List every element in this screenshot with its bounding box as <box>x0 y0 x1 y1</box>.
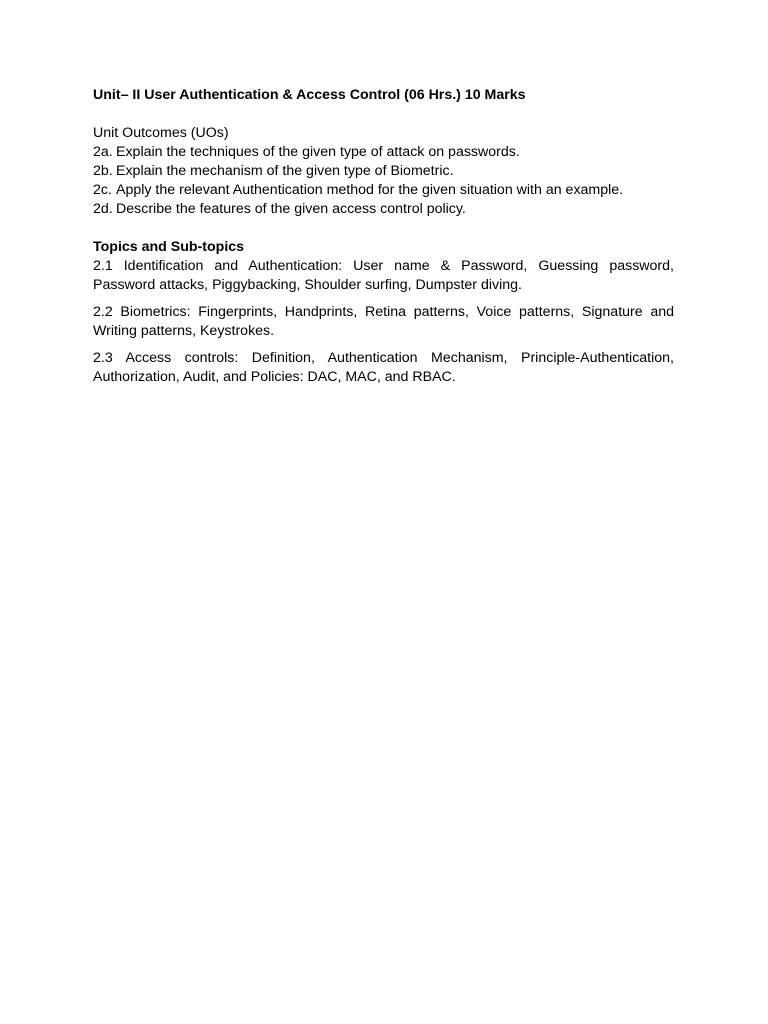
outcome-text: Apply the relevant Authentication method for the given situation with an example. <box>116 182 624 198</box>
outcome-code: 2a. <box>93 144 113 160</box>
topic-paragraph-2-2: 2.2 Biometrics: Fingerprints, Handprints, Retina patterns, Voice patterns, Signature and Writing patterns, Keystrokes. <box>93 304 674 339</box>
outcomes-list <box>93 143 674 219</box>
outcome-item-2c <box>93 181 674 200</box>
outcome-code: 2d. <box>93 201 113 217</box>
outcome-item-2b <box>93 162 674 181</box>
document-page <box>93 86 674 395</box>
outcome-code: 2b. <box>93 163 113 179</box>
outcome-text: Describe the features of the given access control policy. <box>116 201 466 217</box>
outcome-item-2d <box>93 200 674 219</box>
outcome-text: Explain the techniques of the given type of attack on passwords. <box>116 144 520 160</box>
outcomes-heading: Unit Outcomes (UOs) <box>93 125 229 141</box>
outcome-item-2a <box>93 143 674 162</box>
topic-paragraph-2-3: 2.3 Access controls: Definition, Authentication Mechanism, Principle-Authentication, Authorization, Audit, and Policies: DAC, MAC, and RBAC. <box>93 350 674 385</box>
topic-paragraph-2-1: 2.1 Identification and Authentication: User name & Password, Guessing password, Password attacks, Piggybacking, Shoulder surfing, Dumpster diving. <box>93 258 674 293</box>
outcome-code: 2c. <box>93 182 112 198</box>
topics-heading: Topics and Sub-topics <box>93 239 245 255</box>
unit-title: Unit– II User Authentication & Access Control (06 Hrs.) 10 Marks <box>93 87 526 103</box>
outcome-text: Explain the mechanism of the given type of Biometric. <box>116 163 454 179</box>
